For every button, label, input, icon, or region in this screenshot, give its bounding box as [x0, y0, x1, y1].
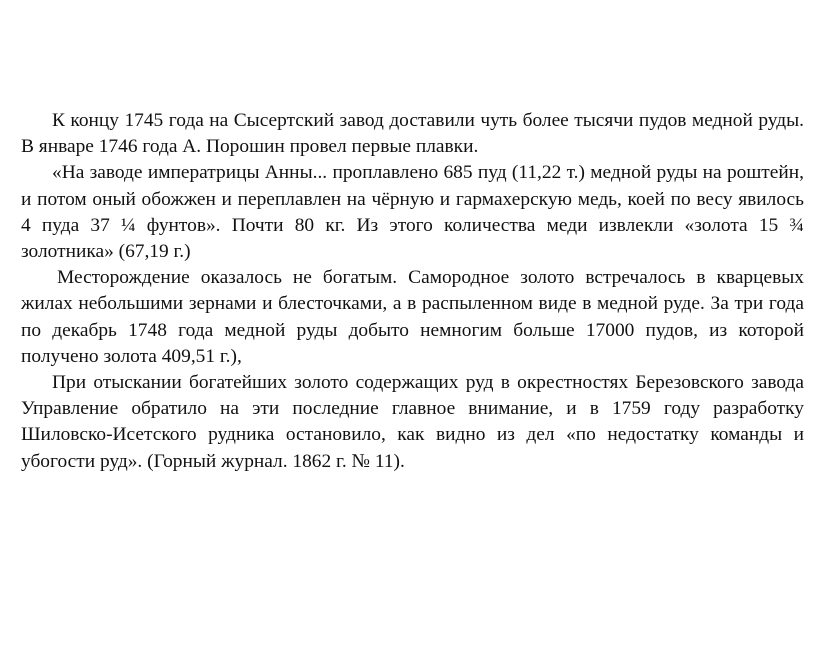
paragraph-4: При отыскании богатейших золото содержащих руд в окрестностях Березовского завода Управление обратило на эти последние главное внимание, и в 1759 году разработку Шиловско-Исетского рудника остановило, как видно из дел «по недостатку команды и убогости руд». (Горный журнал. 1862 г. № 11). [21, 372, 804, 472]
paragraph-2: «На заводе императрицы Анны... проплавлено 685 пуд (11,22 т.) медной руды на роштейн, и потом оный обожжен и переплавлен на чёрную и гармахерскую медь, коей по весу явилось 4 пуда 37 ¼ фунтов». Почти 80 кг. Из этого количества меди извлекли «золота 15 ¾ золотника» (67,19 г.) [21, 162, 804, 263]
paragraph-1: К концу 1745 года на Сысертский завод доставили чуть более тысячи пудов медной руды. В январе 1746 года А. Порошин провел первые плавки. [21, 110, 804, 158]
paragraph-3: Месторождение оказалось не богатым. Самородное золото встречалось в кварцевых жилах небольшими зернами и блесточками, а в распыленном виде в медной руде. За три года по декабрь 1748 года медной руды добыто немногим больше 17000 пудов, из которой получено золота 409,51 г.), [21, 267, 804, 367]
document-text-block [21, 108, 804, 475]
